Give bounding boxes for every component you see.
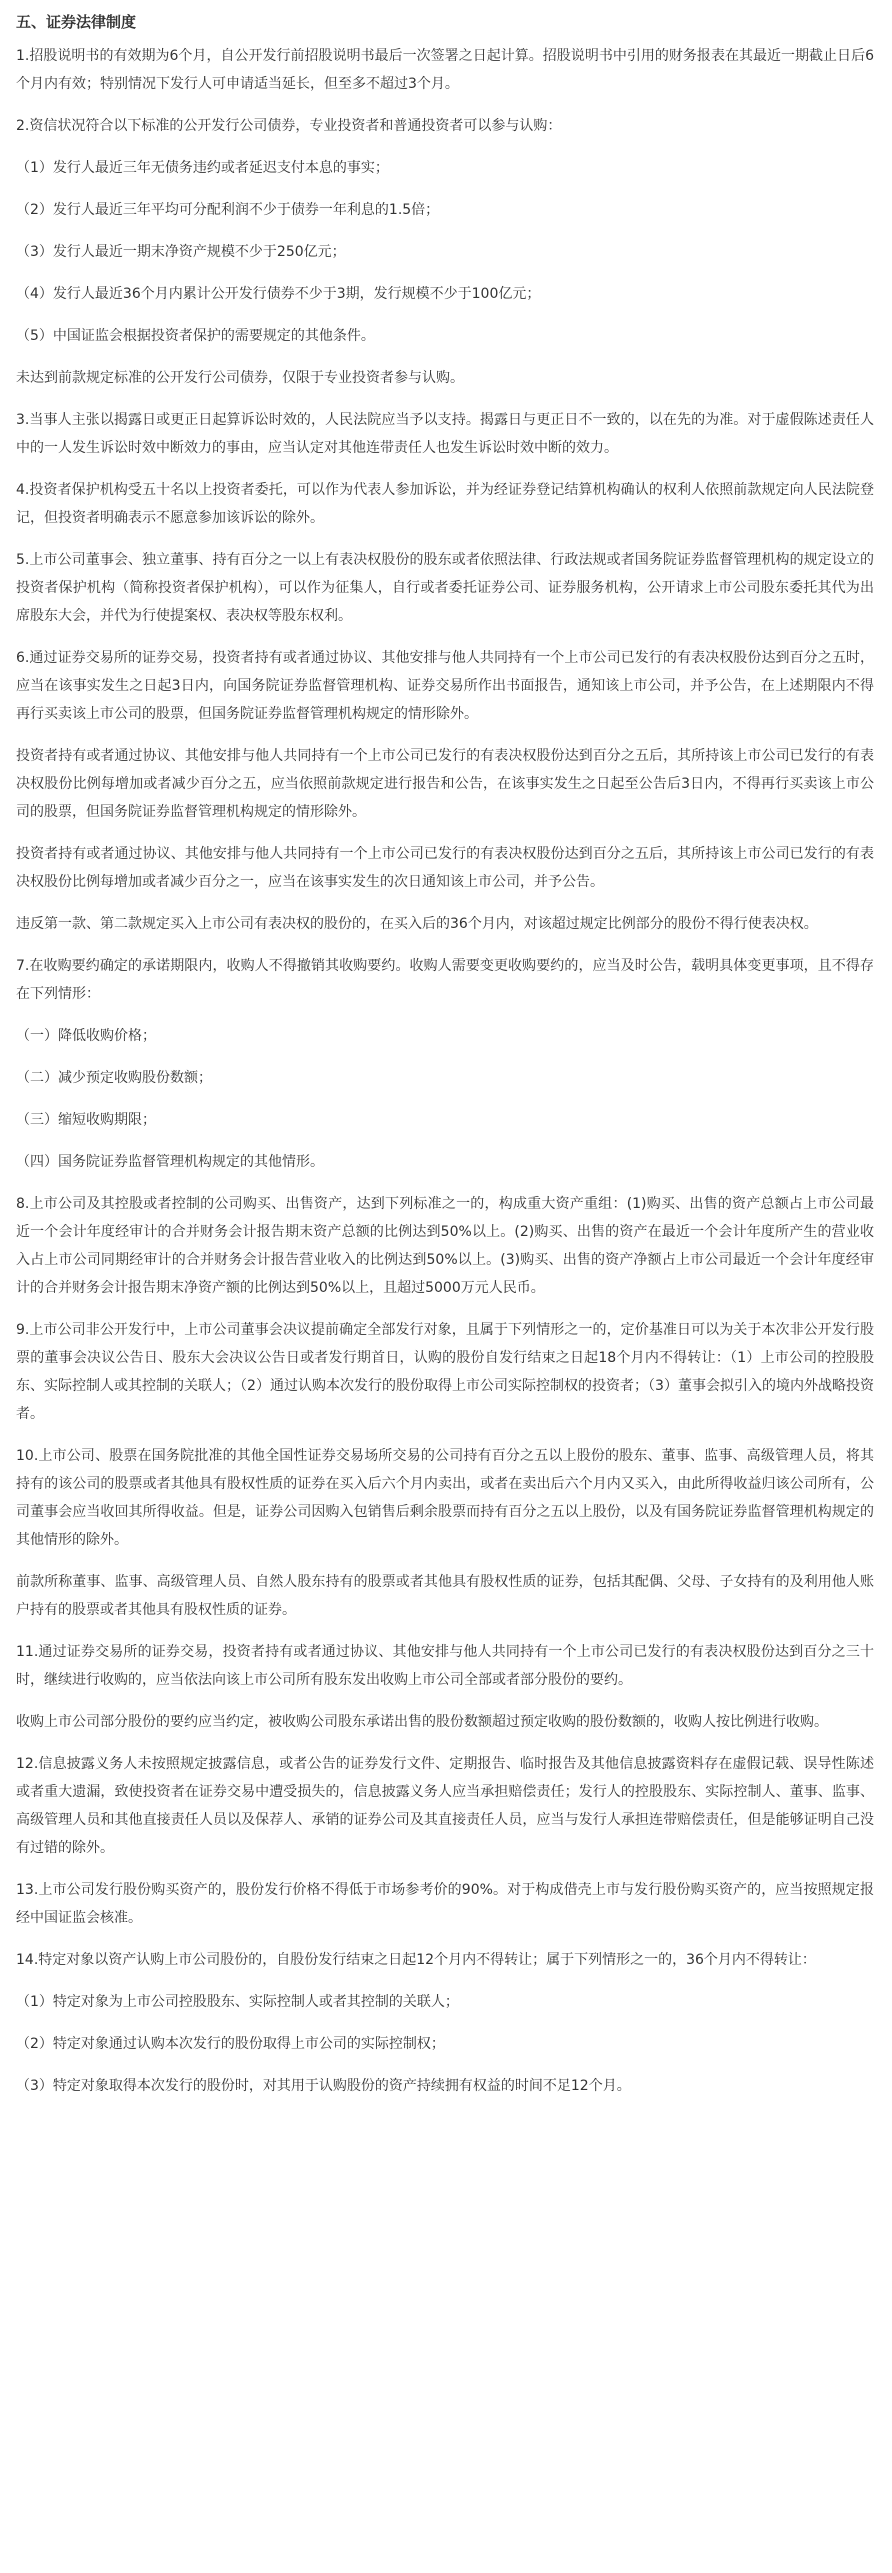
paragraph: （3）发行人最近一期末净资产规模不少于250亿元； [16,244,346,260]
paragraph: 8.上市公司及其控股或者控制的公司购买、出售资产，达到下列标准之一的，构成重大资产重组：(1)购买、出售的资产总额占上市公司最近一个会计年度经审计的合并财务会计报告期末资产总额的比例达到50%以上。(2)购买、出售的资产在最近一个会计年度所产生的营业收入占上市公司同期经审计的合并财务会计报告营业收入的比例达到50%以上。(3)购买、出售的资产净额占上市公司最近一个会计年度经审计的合并财务会计报告期末净资产额的比例达到50%以上，且超过5000万元人民币。 [16,1196,874,1296]
paragraph: （二）减少预定收购股份数额； [16,1070,212,1086]
paragraph: 6.通过证券交易所的证券交易，投资者持有或者通过协议、其他安排与他人共同持有一个上市公司已发行的有表决权股份达到百分之五时，应当在该事实发生之日起3日内，向国务院证券监督管理机构、证券交易所作出书面报告，通知该上市公司，并予公告，在上述期限内不得再行买卖该上市公司的股票，但国务院证券监督管理机构规定的情形除外。 [16,650,874,722]
paragraph: 10.上市公司、股票在国务院批准的其他全国性证券交易场所交易的公司持有百分之五以上股份的股东、董事、监事、高级管理人员，将其持有的该公司的股票或者其他具有股权性质的证券在买入后六个月内卖出，或者在卖出后六个月内又买入，由此所得收益归该公司所有，公司董事会应当收回其所得收益。但是，证券公司因购入包销售后剩余股票而持有百分之五以上股份，以及有国务院证券监督管理机构规定的其他情形的除外。 [16,1448,874,1548]
paragraph: 3.当事人主张以揭露日或更正日起算诉讼时效的，人民法院应当予以支持。揭露日与更正日不一致的，以在先的为准。对于虚假陈述责任人中的一人发生诉讼时效中断效力的事由，应当认定对其他连带责任人也发生诉讼时效中断的效力。 [16,412,874,456]
paragraph: （1）发行人最近三年无债务违约或者延迟支付本息的事实； [16,160,389,176]
paragraph: （1）特定对象为上市公司控股股东、实际控制人或者其控制的关联人； [16,1994,459,2010]
paragraph: （三）缩短收购期限； [16,1112,156,1128]
paragraph: 14.特定对象以资产认购上市公司股份的，自股份发行结束之日起12个月内不得转让；属于下列情形之一的，36个月内不得转让： [16,1952,816,1968]
paragraph: （5）中国证监会根据投资者保护的需要规定的其他条件。 [16,328,375,344]
paragraph: （4）发行人最近36个月内累计公开发行债券不少于3期，发行规模不少于100亿元； [16,286,541,302]
paragraph: （3）特定对象取得本次发行的股份时，对其用于认购股份的资产持续拥有权益的时间不足12个月。 [16,2078,631,2094]
paragraph: 13.上市公司发行股份购买资产的，股份发行价格不得低于市场参考价的90%。对于构成借壳上市与发行股份购买资产的，应当按照规定报经中国证监会核准。 [16,1882,874,1926]
paragraph: （2）发行人最近三年平均可分配利润不少于债券一年利息的1.5倍； [16,202,440,218]
section-title: 五、证券法律制度 [16,13,137,31]
paragraph: 未达到前款规定标准的公开发行公司债券，仅限于专业投资者参与认购。 [16,370,464,386]
paragraph: 前款所称董事、监事、高级管理人员、自然人股东持有的股票或者其他具有股权性质的证券，包括其配偶、父母、子女持有的及利用他人账户持有的股票或者其他具有股权性质的证券。 [16,1574,874,1618]
paragraph: 7.在收购要约确定的承诺期限内，收购人不得撤销其收购要约。收购人需要变更收购要约的，应当及时公告，载明具体变更事项，且不得存在下列情形： [16,958,874,1002]
paragraph: 投资者持有或者通过协议、其他安排与他人共同持有一个上市公司已发行的有表决权股份达到百分之五后，其所持该上市公司已发行的有表决权股份比例每增加或者减少百分之五，应当依照前款规定进行报告和公告，在该事实发生之日起至公告后3日内，不得再行买卖该上市公司的股票，但国务院证券监督管理机构规定的情形除外。 [16,748,874,820]
paragraph: 12.信息披露义务人未按照规定披露信息，或者公告的证券发行文件、定期报告、临时报告及其他信息披露资料存在虚假记载、误导性陈述或者重大遗漏，致使投资者在证券交易中遭受损失的，信息披露义务人应当承担赔偿责任；发行人的控股股东、实际控制人、董事、监事、高级管理人员和其他直接责任人员以及保荐人、承销的证券公司及其直接责任人员，应当与发行人承担连带赔偿责任，但是能够证明自己没有过错的除外。 [16,1756,874,1856]
paragraph: （2）特定对象通过认购本次发行的股份取得上市公司的实际控制权； [16,2036,445,2052]
paragraph: 违反第一款、第二款规定买入上市公司有表决权的股份的，在买入后的36个月内，对该超过规定比例部分的股份不得行使表决权。 [16,916,818,932]
paragraph: 9.上市公司非公开发行中，上市公司董事会决议提前确定全部发行对象，且属于下列情形之一的，定价基准日可以为关于本次非公开发行股票的董事会决议公告日、股东大会决议公告日或者发行期首日，认购的股份自发行结束之日起18个月内不得转让：（1）上市公司的控股股东、实际控制人或其控制的关联人；（2）通过认购本次发行的股份取得上市公司实际控制权的投资者；（3）董事会拟引入的境内外战略投资者。 [16,1322,874,1422]
paragraph: 收购上市公司部分股份的要约应当约定，被收购公司股东承诺出售的股份数额超过预定收购的股份数额的，收购人按比例进行收购。 [16,1714,828,1730]
paragraph: 5.上市公司董事会、独立董事、持有百分之一以上有表决权股份的股东或者依照法律、行政法规或者国务院证券监督管理机构的规定设立的投资者保护机构（简称投资者保护机构），可以作为征集人，自行或者委托证券公司、证券服务机构，公开请求上市公司股东委托其代为出席股东大会，并代为行使提案权、表决权等股东权利。 [16,552,874,624]
paragraph: 投资者持有或者通过协议、其他安排与他人共同持有一个上市公司已发行的有表决权股份达到百分之五后，其所持该上市公司已发行的有表决权股份比例每增加或者减少百分之一，应当在该事实发生的次日通知该上市公司，并予公告。 [16,846,874,890]
paragraph: 2.资信状况符合以下标准的公开发行公司债券，专业投资者和普通投资者可以参与认购： [16,118,562,134]
paragraph: （一）降低收购价格； [16,1028,156,1044]
paragraph: （四）国务院证券监督管理机构规定的其他情形。 [16,1154,324,1170]
paragraph: 11.通过证券交易所的证券交易，投资者持有或者通过协议、其他安排与他人共同持有一个上市公司已发行的有表决权股份达到百分之三十时，继续进行收购的，应当依法向该上市公司所有股东发出收购上市公司全部或者部分股份的要约。 [16,1644,874,1688]
paragraph: 1.招股说明书的有效期为6个月，自公开发行前招股说明书最后一次签署之日起计算。招股说明书中引用的财务报表在其最近一期截止日后6个月内有效；特别情况下发行人可申请适当延长，但至多不超过3个月。 [16,48,874,92]
paragraph: 4.投资者保护机构受五十名以上投资者委托，可以作为代表人参加诉讼，并为经证券登记结算机构确认的权利人依照前款规定向人民法院登记，但投资者明确表示不愿意参加该诉讼的除外。 [16,482,874,526]
paragraph-list [16,42,874,2100]
